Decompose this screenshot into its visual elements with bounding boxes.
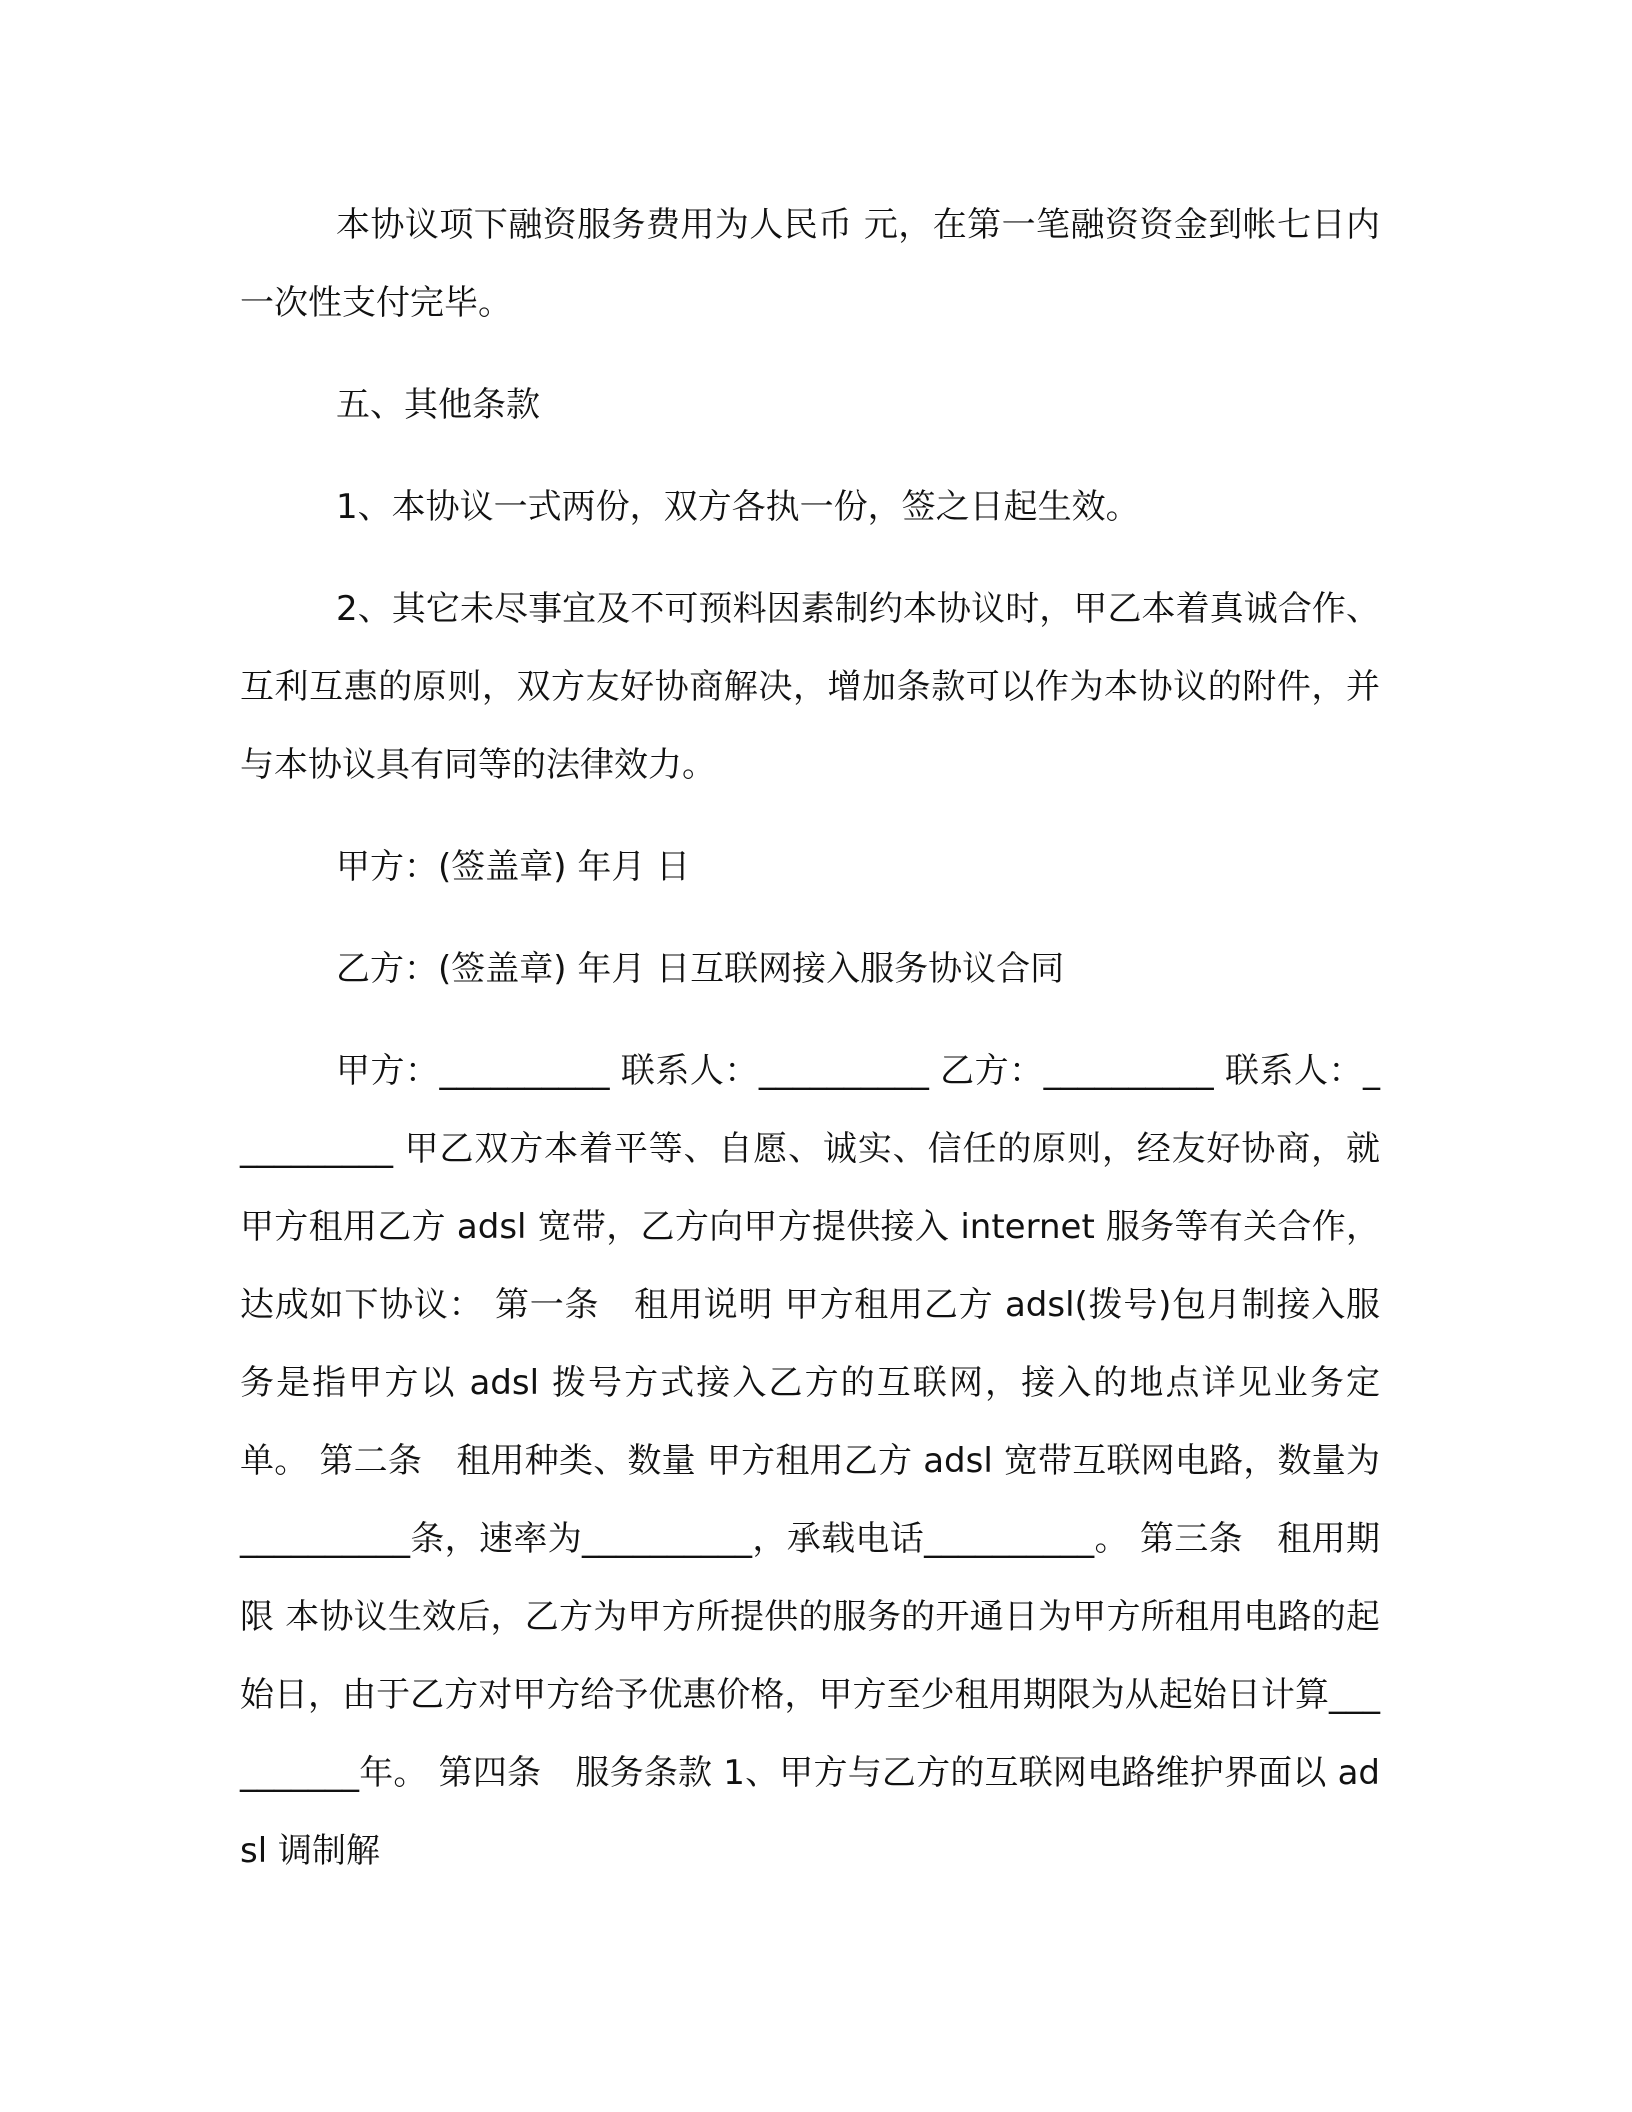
document-body: [240, 186, 1380, 1890]
clause-1: 1、本协议一式两份，双方各执一份，签之日起生效。: [336, 487, 1140, 527]
clause-2: 2、其它未尽事宜及不可预料因素制约本协议时，甲乙本着真诚合作、互利互惠的原则，双方友好协商解决，增加条款可以作为本协议的附件，并与本协议具有同等的法律效力。: [240, 589, 1380, 785]
party-a-signature-line: 甲方：(签盖章) 年月 日: [336, 847, 691, 887]
paragraph-service-fee: 本协议项下融资服务费用为人民币 元，在第一笔融资资金到帐七日内一次性支付完毕。: [240, 205, 1380, 323]
internet-service-agreement-text: 甲方：__________ 联系人：__________ 乙方：__________ 联系人：__________ 甲乙双方本着平等、自愿、诚实、信任的原则，经友好协商，就甲方租用乙方 adsl 宽带，乙方向甲方提供接入 internet 服务等有关合作，达成如下协议： 第一条 租用说明 甲方租用乙方 adsl(拨号)包月制接入服务是指甲方以 adsl 拨号方式接入乙方的互联网，接入的地点详见业务定单。 第二条 租用种类、数量 甲方租用乙方 adsl 宽带互联网电路，数量为__________条，速率为__________，承载电话__________。 第三条 租用期限 本协议生效后，乙方为甲方所提供的服务的开通日为甲方所租用电路的起始日，由于乙方对甲方给予优惠价格，甲方至少租用期限为从起始日计算__________年。 第四条 服务条款 1、甲方与乙方的互联网电路维护界面以 adsl 调制解: [240, 1051, 1380, 1871]
section-heading-other-terms: 五、其他条款: [336, 385, 540, 425]
party-b-signature-line: 乙方：(签盖章) 年月 日互联网接入服务协议合同: [336, 949, 1065, 989]
